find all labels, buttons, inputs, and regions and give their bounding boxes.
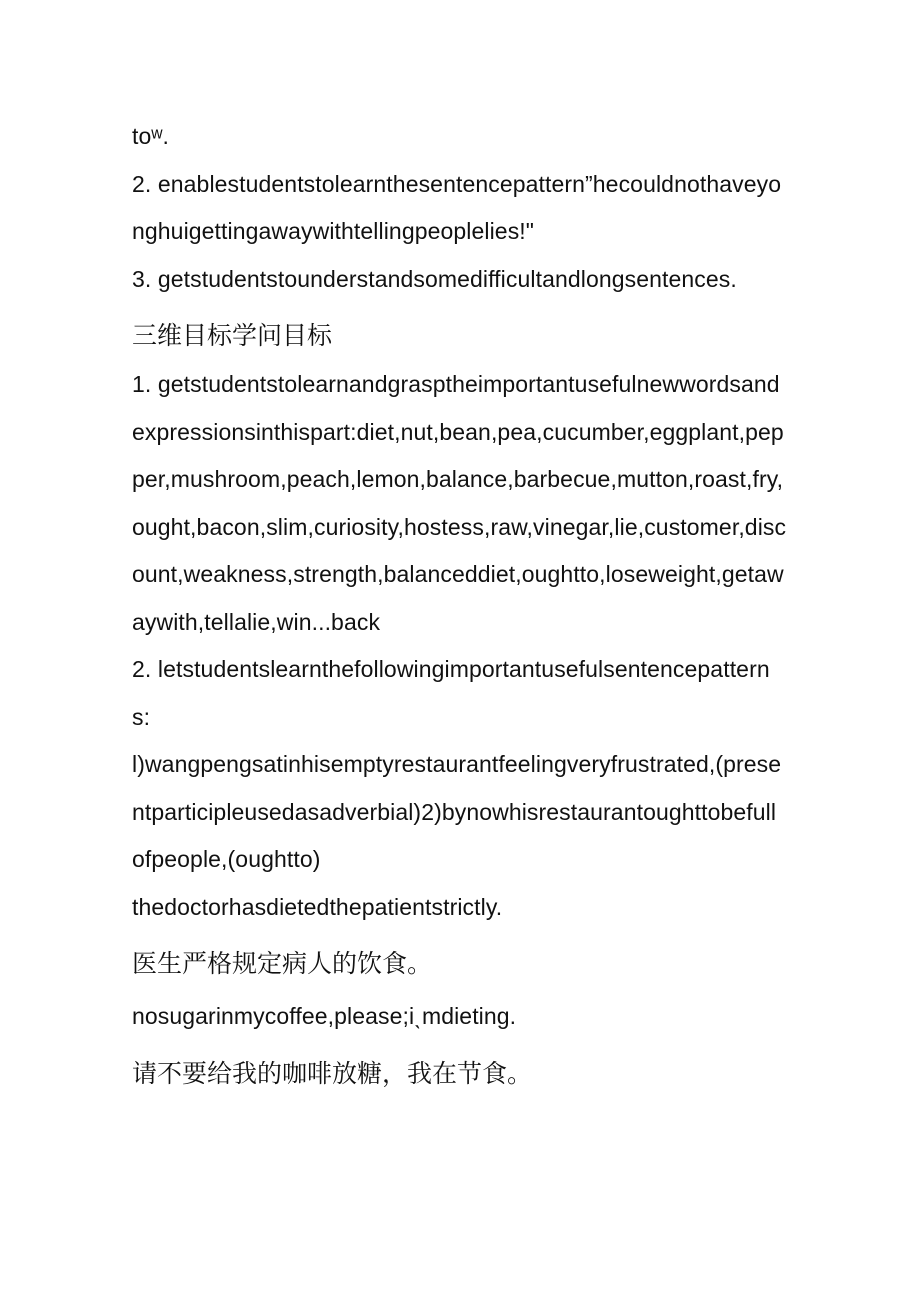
objective-item-3: 3. getstudentstounderstandsomedifficultandlongsentences. xyxy=(132,265,737,292)
example-sentence-zh-2: 请不要给我的咖啡放糖，我在节食。 xyxy=(132,1058,533,1088)
knowledge-objective-1: 1. getstudentstolearnandgrasptheimportantusefulnewwordsandexpressionsinthispart:diet,nut,bean,pea,cucumber,eggplant,pepper,mushroom,peach,lemon,balance,barbecue,mutton,roast,fry,ought,bacon,slim,curiosity,hostess,raw,vinegar,lie,customer,discount,weakness,strength,balanceddiet,oughtto,loseweight,getawaywith,tellalie,win...back xyxy=(132,371,787,635)
paragraph-fragment: toʷ. xyxy=(132,123,170,149)
document-body xyxy=(132,113,787,1089)
example-sentence-zh-1: 医生严格规定病人的饮食。 xyxy=(132,949,433,978)
knowledge-objective-2: 2. letstudentslearnthefollowingimportantusefulsentencepatterns: xyxy=(132,656,770,730)
sentence-pattern-examples: l)wangpengsatinhisemptyrestaurantfeelingveryfrustrated,(presentparticipleusedasadverbial)2)bynowhisrestaurantoughttobefullofpeople,(oughtto) xyxy=(132,751,782,872)
section-heading: 三维目标学问目标 xyxy=(132,321,333,350)
objective-item-2: 2. enablestudentstolearnthesentencepattern”hecouldnothaveyonghuigettingawaywithtellingpeoplelies!" xyxy=(132,170,782,244)
example-sentence-en-1: thedoctorhasdietedthepatientstrictly. xyxy=(132,893,503,920)
example-sentence-en-2: nosugarinmycoffee,please;iˎmdieting. xyxy=(132,1003,517,1029)
